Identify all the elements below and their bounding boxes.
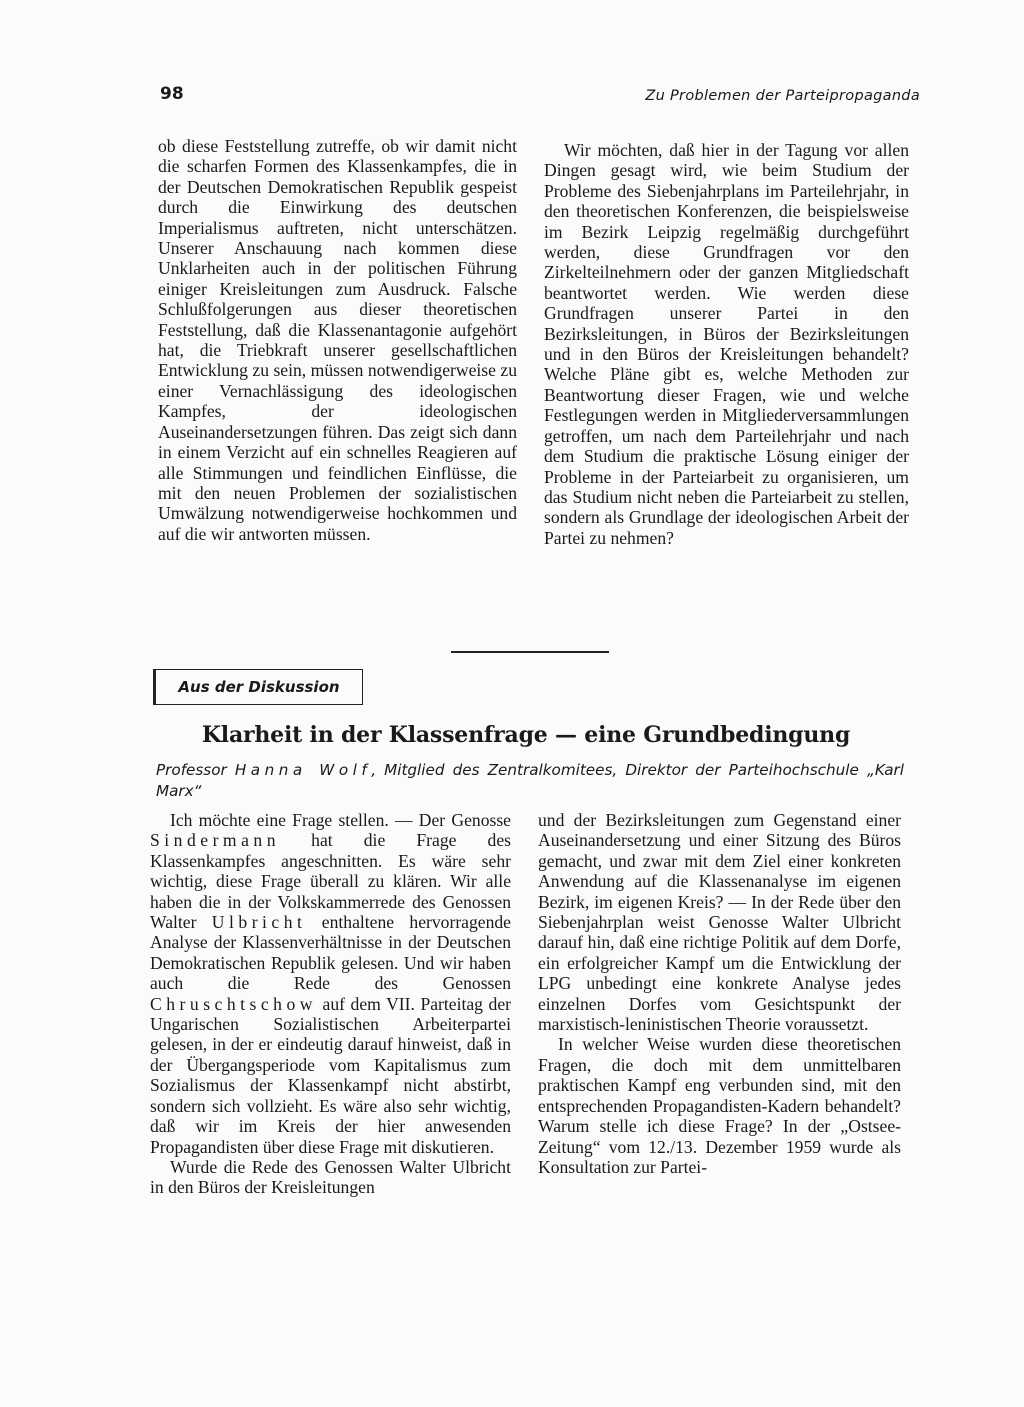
upper-left-column (158, 136, 517, 544)
name-chruschtschow: Chruschtschow (150, 993, 317, 1014)
article-title: Klarheit in der Klassenfrage — eine Grundbedingung (201, 722, 851, 748)
lower-right-paragraph-1: und der Bezirksleitungen zum Gegenstand einer Auseinandersetzung und einer Sitzung des Büros gemacht, und zwar mit dem Ziel einer konkreten Anwendung auf die Klassenanalyse im eigenen Bezirk, im eigenen Kreis? — In der Rede über den Siebenjahrplan weist Genosse Walter Ulbricht darauf hin, daß eine richtige Politik auf dem Dorfe, ein erfolgreicher Kampf um die Entwicklung der LPG unbedingt eine konkrete Analyse jedes einzelnen Dorfes vom Gesichtspunkt der marxistisch-leninistischen Theorie voraussetzt. (538, 810, 901, 1035)
upper-left-paragraph: ob diese Feststellung zutreffe, ob wir damit nicht die scharfen Formen des Klassenkampfes, die in der Deutschen Demokratischen Republik gespeist durch die Einwirkung des deutschen Imperialismus auftreten, nicht unterschätzen. Unserer Anschauung nach kommen diese Unklarheiten auch in der politischen Führung einiger Kreisleitungen zum Ausdruck. Falsche Schlußfolgerungen aus dieser theoretischen Feststellung, daß die Klassenantagonie aufgehört hat, die Triebkraft unserer gesellschaftlichen Entwicklung zu sein, müssen notwendigerweise zu einer Vernachlässigung des ideologischen Kampfes, der ideologischen Auseinandersetzungen führen. Das zeigt sich dann in einem Verzicht auf ein schnelles Reagieren auf alle Stimmungen und feindlichen Einflüsse, die mit den neuen Problemen der sozialistischen Umwälzung notwendigerweise hochkommen und auf die wir antworten müssen. (158, 136, 517, 544)
section-label-box (153, 669, 363, 705)
paragraph-text: hat die Frage des Klassenkampfes angeschnitten. Es wäre sehr wichtig, diese Frage überall zu klären. Wir alle haben die in der Volkskammerrede des Genossen Walter (150, 830, 511, 933)
paragraph-text: enthaltene hervorragende Analyse der Klassenverhältnisse in der Deutschen Demokratischen Republik gelesen. Und wir haben auch die Rede des Genossen (150, 912, 511, 994)
running-title: Zu Problemen der Parteipropaganda (645, 88, 920, 104)
byline-rest: , Mitglied des Zentralkomitees, Direktor der Parteihochschule „Karl Marx“ (156, 761, 905, 800)
article-byline (156, 760, 904, 802)
name-sindermann: Sindermann (150, 830, 281, 851)
name-ulbricht: Ulbricht (211, 912, 307, 933)
upper-right-paragraph: Wir möchten, daß hier in der Tagung vor allen Dingen gesagt wird, wie beim Studium der Probleme des Siebenjahrplans im Parteilehrjahr, in den theoretischen Konferenzen, die beispielsweise im Bezirk Leipzig regelmäßig durchgeführt werden, diese Grundfragen vor den Zirkelteilnehmern oder der ganzen Mitgliedschaft beantwortet werden. Wie werden diese Grundfragen unserer Partei in den Bezirksleitungen, in Büros der Bezirksleitungen und in den Büros der Kreisleitungen behandelt? Welche Pläne gibt es, welche Methoden zur Beantwortung dieser Fragen, wie und welche Festlegungen werden in Mitgliederversammlungen getroffen, um nach dem Parteilehrjahr und nach dem Studium die praktische Lösung einiger der Probleme in der Parteiarbeit zu organisieren, um das Studium nicht neben die Parteiarbeit zu stellen, sondern als Grundlage der ideologischen Arbeit der Partei zu nehmen? (544, 140, 909, 548)
paragraph-text: Ich möchte eine Frage stellen. — Der Genosse (170, 810, 511, 830)
paragraph-text: auf dem VII. Parteitag der Ungarischen Sozialistischen Arbeiterpartei gelesen, in der er eindeutig darauf hinweist, daß in der Übergangsperiode vom Kapitalismus zum Sozialismus der Klassenkampf nicht abstirbt, sondern sich vollzieht. Es wäre also sehr wichtig, daß wir im Kreis der hier anwesenden Propagandisten über diese Frage mit diskutieren. (150, 993, 511, 1157)
upper-right-column (544, 140, 909, 548)
section-divider (451, 651, 609, 653)
lower-left-column (150, 810, 511, 1198)
page-number: 98 (160, 84, 184, 104)
lower-left-paragraph-1 (150, 810, 511, 1157)
lower-right-paragraph-2: In welcher Weise wurden diese theoretischen Fragen, die doch mit dem unmittelbaren praktischen Kampf eng verbunden sind, mit den entsprechenden Propagandisten-Kadern behandelt? Warum stelle ich diese Frage? In der „Ostsee-Zeitung“ vom 12./13. Dezember 1959 wurde als Konsultation zur Partei- (538, 1034, 901, 1177)
lower-left-paragraph-2: Wurde die Rede des Genossen Walter Ulbricht in den Büros der Kreisleitungen (150, 1156, 511, 1198)
section-label: Aus der Diskussion (178, 678, 340, 696)
lower-right-column (538, 810, 901, 1177)
byline-author: Hanna Wolf (234, 761, 372, 779)
byline-prefix: Professor (156, 761, 227, 779)
